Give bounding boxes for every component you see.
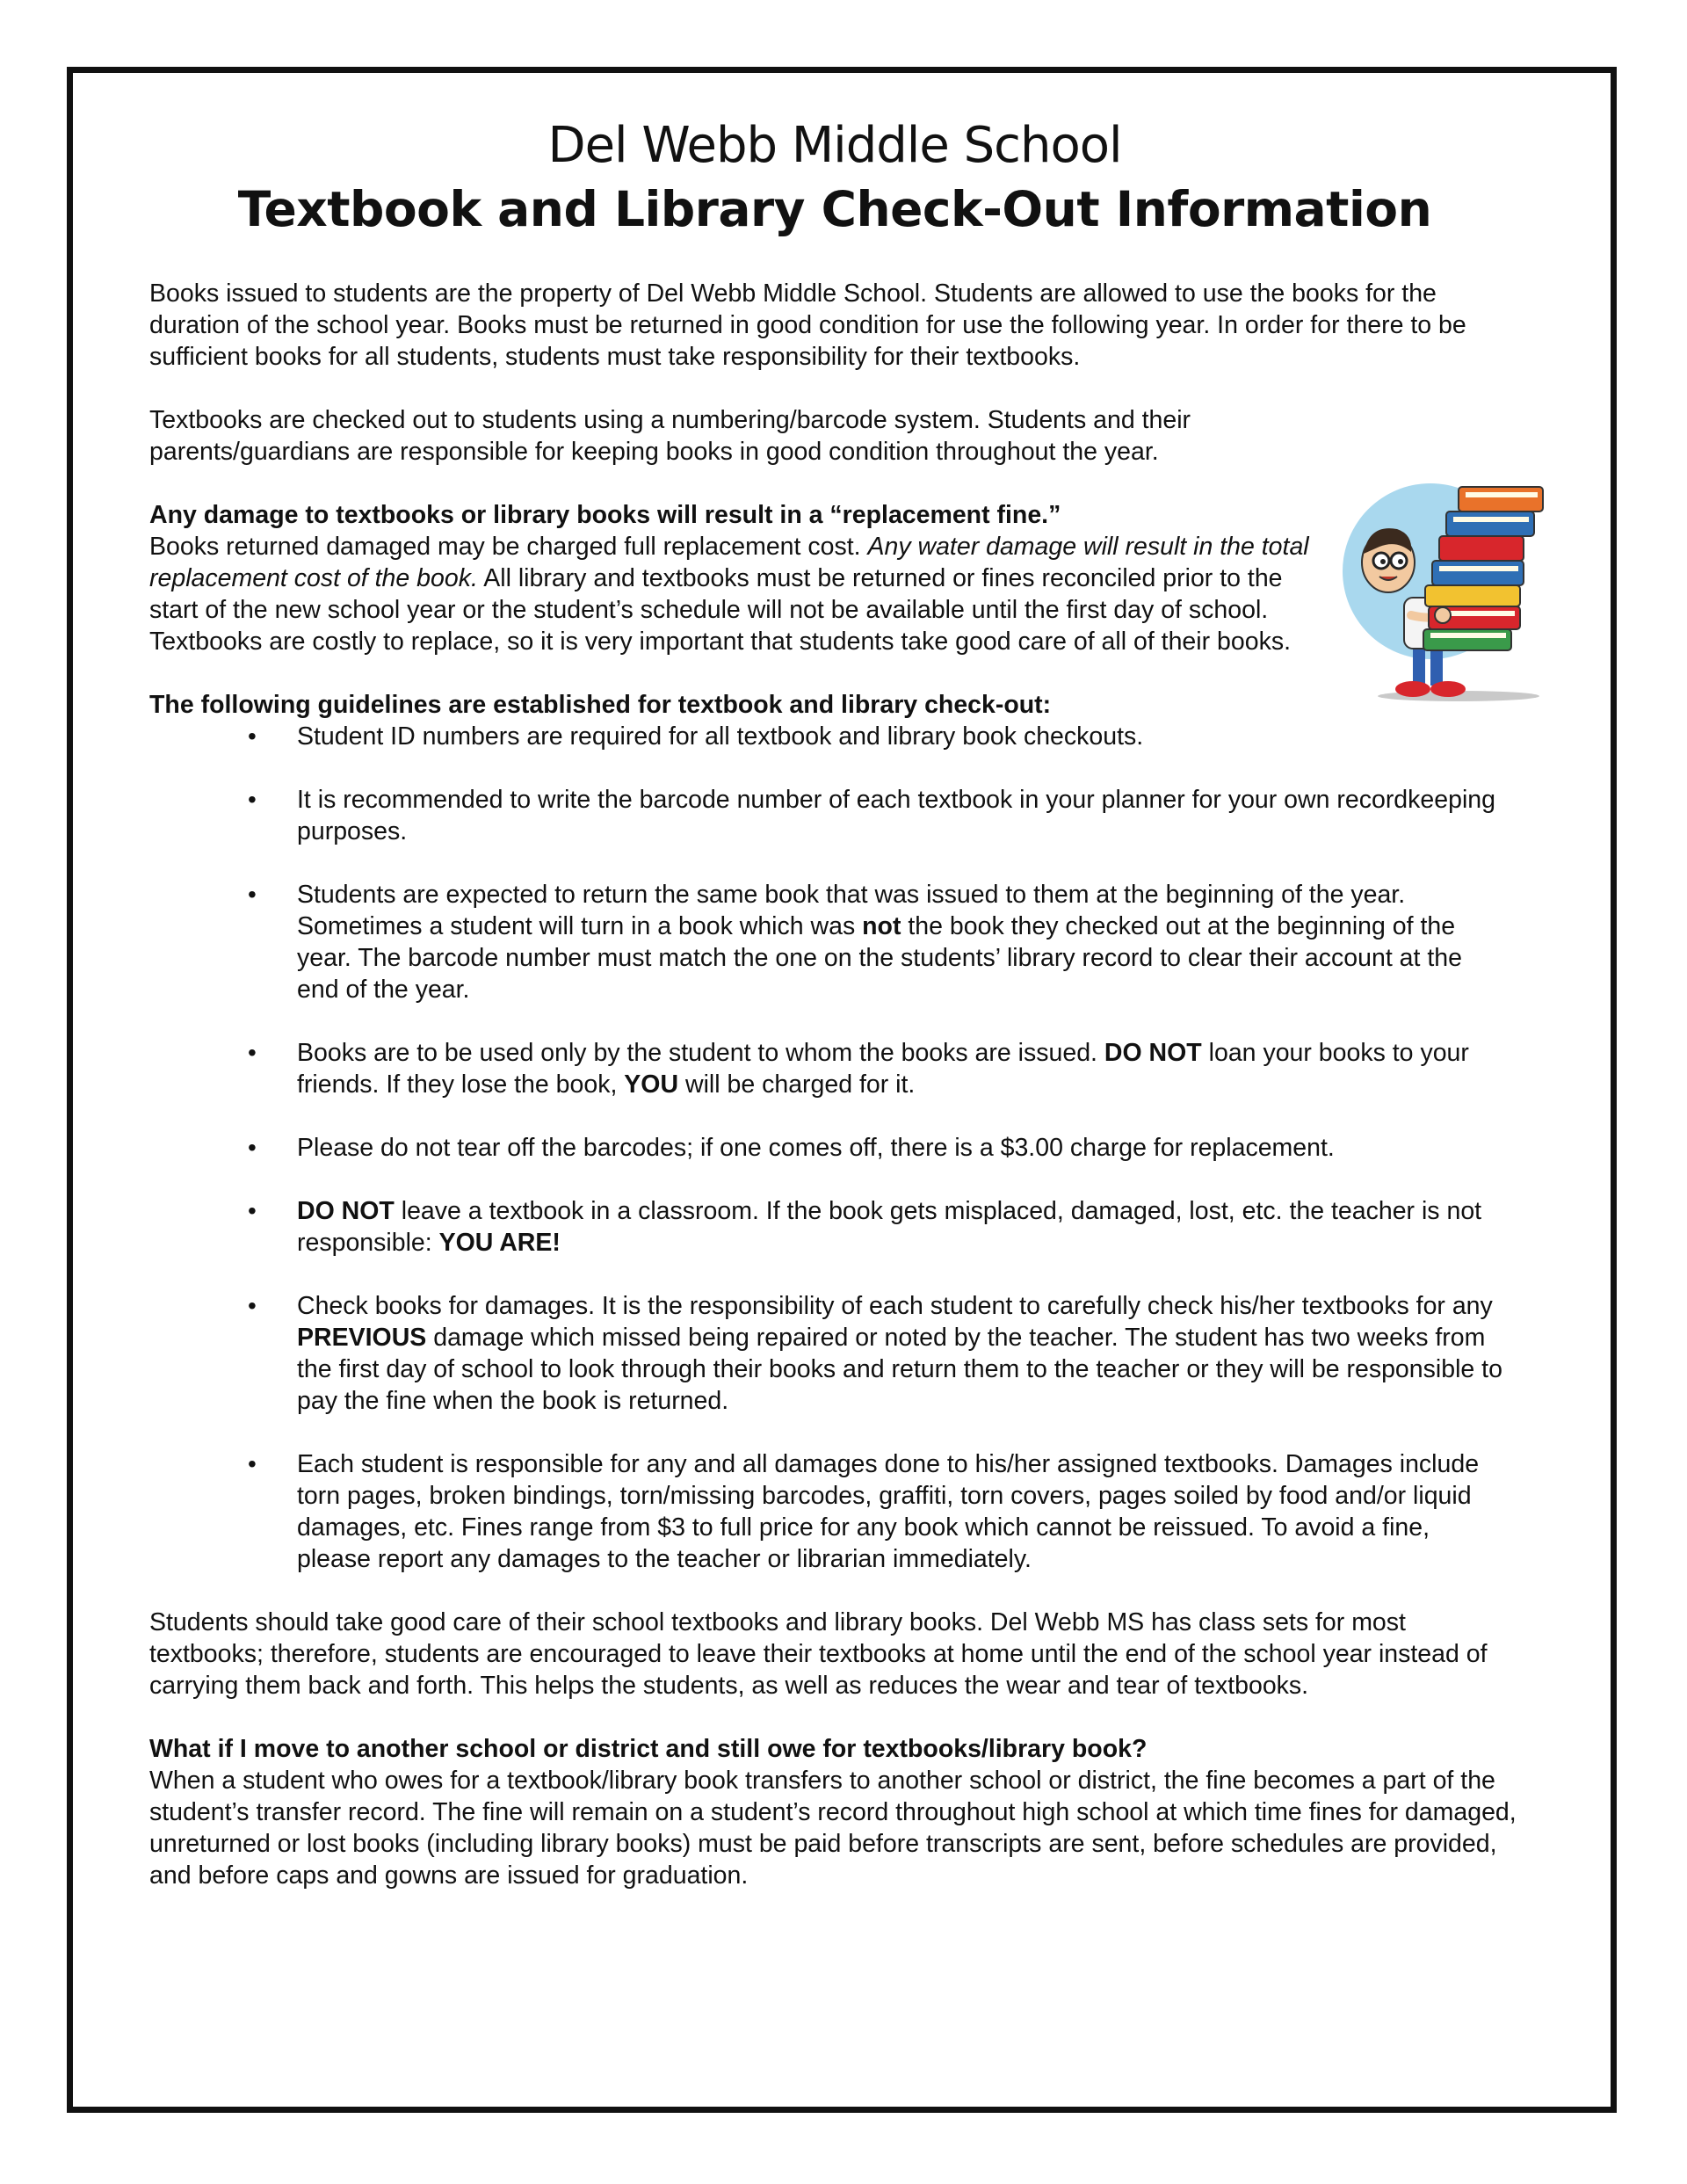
guideline-text: Student ID numbers are required for all textbook and library book checkouts. (297, 722, 1144, 751)
bullet-icon: • (248, 1134, 257, 1161)
guideline-text: Check books for damages. It is the responsibility of each student to carefully check his/her textbooks for any (297, 1292, 1493, 1320)
book-blue-2 (1446, 512, 1534, 536)
guideline-text: loan your books to your friends. If they lose the book, (297, 1039, 1469, 1099)
guideline-emphasis: YOU ARE! (438, 1229, 561, 1257)
guidelines-list (149, 721, 1520, 1575)
guideline-emphasis: DO NOT (1104, 1039, 1202, 1067)
closing-paragraph: Students should take good care of their school textbooks and library books. Del Webb MS has class sets for most textbooks; therefore, students are encouraged to leave their textbooks at home until the end of the school year instead of carrying them back and forth. This helps the students, as well as reduces the wear and tear of textbooks. (149, 1608, 1488, 1700)
list-item (149, 1195, 1510, 1259)
eye-right (1398, 559, 1403, 564)
book-red-2 (1439, 536, 1524, 561)
page-edge (1430, 633, 1506, 638)
student-carrying-books-illustration (1327, 466, 1555, 712)
guideline-text: Books are to be used only by the student to whom the books are issued. (297, 1039, 1104, 1067)
damage-heading: Any damage to textbooks or library books will result in a “replacement fine.” (149, 501, 1061, 529)
list-item (149, 1037, 1510, 1100)
bullet-icon: • (248, 1292, 257, 1319)
list-item (149, 879, 1510, 1005)
guideline-text: It is recommended to write the barcode number of each textbook in your planner for your own recordkeeping purposes. (297, 786, 1495, 845)
shoe-left (1395, 681, 1430, 697)
guideline-text: will be charged for it. (678, 1070, 916, 1099)
intro-paragraph-1: Books issued to students are the property of Del Webb Middle School. Students are allowed to use the books for the duration of the school year. Books must be returned in good condition for use the following year. In order for there to be sufficient books for all students, students must take responsibility for their textbooks. (149, 279, 1466, 371)
guideline-emphasis: YOU (624, 1070, 679, 1099)
list-item (149, 1448, 1510, 1575)
book-green (1423, 629, 1511, 650)
damage-text-water: Any water damage will result in the total replacement cost of the book. (149, 533, 1309, 592)
damage-section (149, 499, 1520, 657)
list-item (149, 1132, 1510, 1164)
damage-text-a: Books returned damaged may be charged full replacement cost. (149, 533, 868, 561)
page-edge (1439, 566, 1518, 571)
transfer-section (149, 1733, 1520, 1891)
eye-left (1380, 559, 1386, 564)
document-title: Textbook and Library Check-Out Information (237, 181, 1432, 237)
bullet-icon: • (248, 1039, 257, 1066)
list-item (149, 1290, 1510, 1417)
guidelines-heading: The following guidelines are established for textbook and library check-out: (149, 691, 1052, 719)
guideline-emphasis: PREVIOUS (297, 1324, 427, 1352)
intro-paragraph-2: Textbooks are checked out to students using a numbering/barcode system. Students and their parents/guardians are responsible for keeping books in good condition throughout the year. (149, 406, 1191, 466)
book-blue (1432, 561, 1524, 585)
guideline-text: damage which missed being repaired or noted by the teacher. The student has two weeks from the first day of school to look through their books and return them to the teacher or they will be responsible to pay the fine when the book is returned. (297, 1324, 1502, 1415)
hand (1435, 607, 1451, 623)
school-title: Del Webb Middle School (547, 117, 1122, 174)
guideline-text: Students are expected to return the same book that was issued to them at the beginning of the year. Sometimes a student will turn in a book which was (297, 881, 1406, 940)
list-item (149, 721, 1510, 752)
guidelines-section (149, 689, 1520, 1575)
document-body (149, 114, 1520, 1891)
damage-text-c: All library and textbooks must be returned or fines reconciled prior to the start of the new school year or the student’s schedule will not be available until the first day of school. Textbooks are costly to replace, so it is very important that students take good care of all of their books. (149, 564, 1291, 656)
bullet-icon: • (248, 1450, 257, 1477)
guideline-text: Each student is responsible for any and all damages done to his/her assigned textbooks. Damages include torn pages, broken bindings, torn/missing barcodes, graffiti, torn covers, pages soiled by food and/or liquid damages, etc. Fines range from $3 to full price for any book which cannot be reissued. To avoid a fine, please report any damages to the teacher or librarian immediately. (297, 1450, 1480, 1573)
guideline-text: leave a textbook in a classroom. If the book gets misplaced, damaged, lost, etc. the teacher is not responsible: (297, 1197, 1482, 1257)
page-edge (1466, 492, 1538, 497)
transfer-paragraph: When a student who owes for a textbook/library book transfers to another school or district, the fine becomes a part of the student’s transfer record. The fine will remain on a student’s record throughout high school at which time fines for damaged, unreturned or lost books (including library books) must be paid before transcripts are sent, before schedules are provided, and before caps and gowns are issued for graduation. (149, 1767, 1517, 1890)
bullet-icon: • (248, 1197, 257, 1224)
guideline-text: the book they checked out at the beginning of the year. The barcode number must match the one on the students’ library record to clear their account at the end of the year. (297, 912, 1462, 1004)
bullet-icon: • (248, 881, 257, 908)
damage-paragraph (149, 531, 1327, 657)
guideline-text: Please do not tear off the barcodes; if one comes off, there is a $3.00 charge for replacement. (297, 1134, 1335, 1162)
guideline-emphasis: not (862, 912, 901, 940)
page-edge (1453, 517, 1529, 522)
book-orange (1459, 487, 1543, 512)
shoe-right (1430, 681, 1466, 697)
bullet-icon: • (248, 722, 257, 750)
guideline-emphasis: DO NOT (297, 1197, 395, 1225)
book-yellow (1425, 585, 1520, 606)
bullet-icon: • (248, 786, 257, 813)
transfer-heading: What if I move to another school or district and still owe for textbooks/library book? (149, 1735, 1148, 1763)
list-item (149, 784, 1510, 847)
